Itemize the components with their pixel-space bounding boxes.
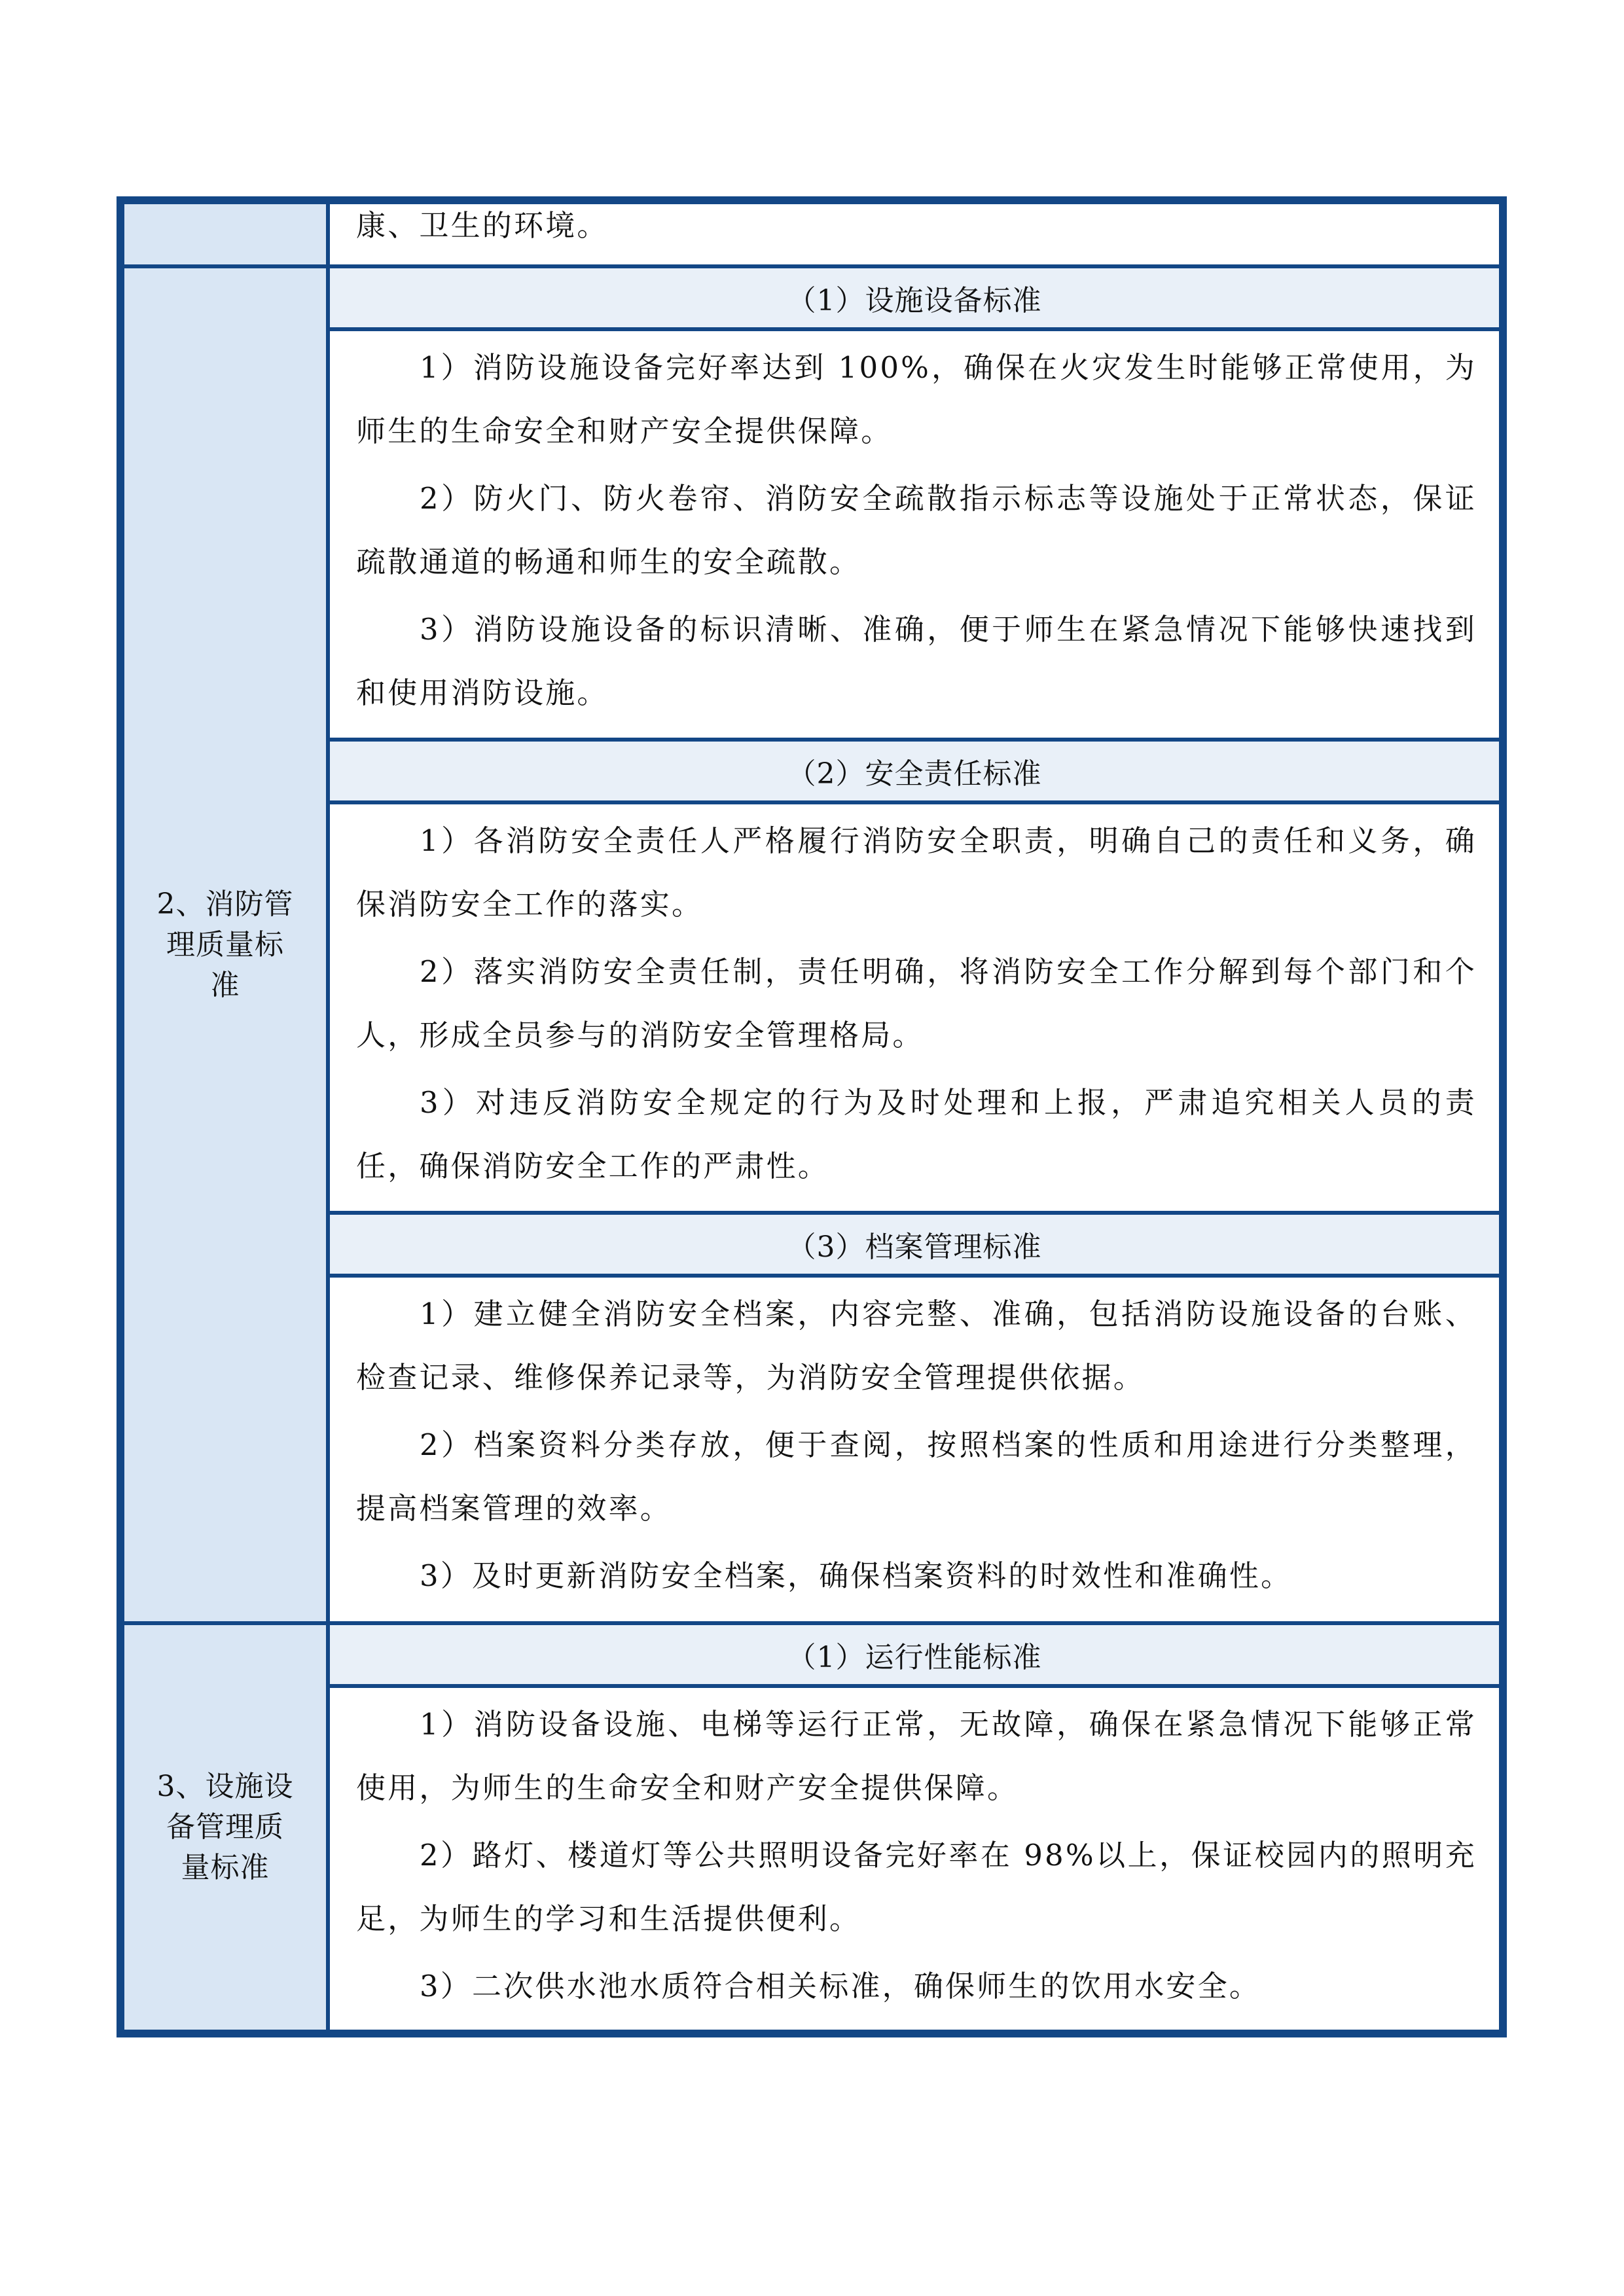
subsection-content-archives (330, 1278, 1499, 1621)
subsection-content-facilities (330, 331, 1499, 738)
subsection-title: （3）档案管理标准 (787, 1230, 1042, 1264)
content-cell-continuation (330, 204, 1499, 264)
section-label-fire-management (124, 268, 326, 1621)
list-item: 3）及时更新消防安全档案，确保档案资料的时效性和准确性。 (420, 1558, 1293, 1593)
list-item: 1）消防设备设施、电梯等运行正常，无故障，确保在紧急情况下能够正常使用，为师生的生命安全和财产安全提供保障。 (356, 1707, 1477, 1805)
list-item: 3）消防设施设备的标识清晰、准确，便于师生在紧急情况下能够快速找到和使用消防设施。 (356, 612, 1477, 710)
standards-table (117, 196, 1507, 2037)
list-item: 1）各消防安全责任人严格履行消防安全职责，明确自己的责任和义务，确保消防安全工作的落实。 (356, 823, 1477, 922)
list-item: 2）防火门、防火卷帘、消防安全疏散指示标志等设施处于正常状态，保证疏散通道的畅通和师生的安全疏散。 (356, 481, 1477, 579)
list-item: 1）建立健全消防安全档案，内容完整、准确，包括消防设施设备的台账、检查记录、维修保养记录等，为消防安全管理提供依据。 (356, 1297, 1477, 1395)
subsection-header-facilities (330, 268, 1499, 327)
subsection-header-archives (330, 1215, 1499, 1274)
list-item: 2）路灯、楼道灯等公共照明设备完好率在 98%以上，保证校园内的照明充足，为师生的学习和生活提供便利。 (356, 1838, 1477, 1936)
label-line: 量标准 (181, 1851, 270, 1884)
label-line: 准 (210, 968, 240, 1002)
subsection-content-operation (330, 1688, 1499, 2030)
section-label-text (143, 1767, 307, 1888)
label-line: 3、设施设 (156, 1770, 294, 1803)
list-item: 1）消防设施设备完好率达到 100%，确保在火灾发生时能够正常使用，为师生的生命安全和财产安全提供保障。 (356, 350, 1477, 448)
list-item: 2）档案资料分类存放，便于查阅，按照档案的性质和用途进行分类整理，提高档案管理的效率。 (356, 1427, 1477, 1526)
subsection-header-responsibility (330, 742, 1499, 800)
label-line: 理质量标 (166, 927, 284, 961)
continuation-text: 康、卫生的环境。 (356, 208, 609, 243)
section-label-text (143, 884, 307, 1006)
list-item: 3）二次供水池水质符合相关标准，确保师生的饮用水安全。 (420, 1969, 1261, 2003)
label-line: 备管理质 (166, 1810, 284, 1844)
list-item: 2）落实消防安全责任制，责任明确，将消防安全工作分解到每个部门和个人，形成全员参与的消防安全管理格局。 (356, 954, 1477, 1052)
subsection-title: （2）安全责任标准 (787, 757, 1042, 791)
label-line: 2、消防管 (156, 887, 294, 921)
subsection-title: （1）运行性能标准 (787, 1641, 1042, 1674)
section-label-facility-management (124, 1625, 326, 2030)
subsection-header-operation (330, 1625, 1499, 1684)
subsection-title: （1）设施设备标准 (787, 284, 1042, 317)
list-item: 3）对违反消防安全规定的行为及时处理和上报，严肃追究相关人员的责任，确保消防安全工作的严肃性。 (356, 1085, 1477, 1183)
label-cell-continuation (124, 204, 326, 264)
subsection-content-responsibility (330, 804, 1499, 1211)
